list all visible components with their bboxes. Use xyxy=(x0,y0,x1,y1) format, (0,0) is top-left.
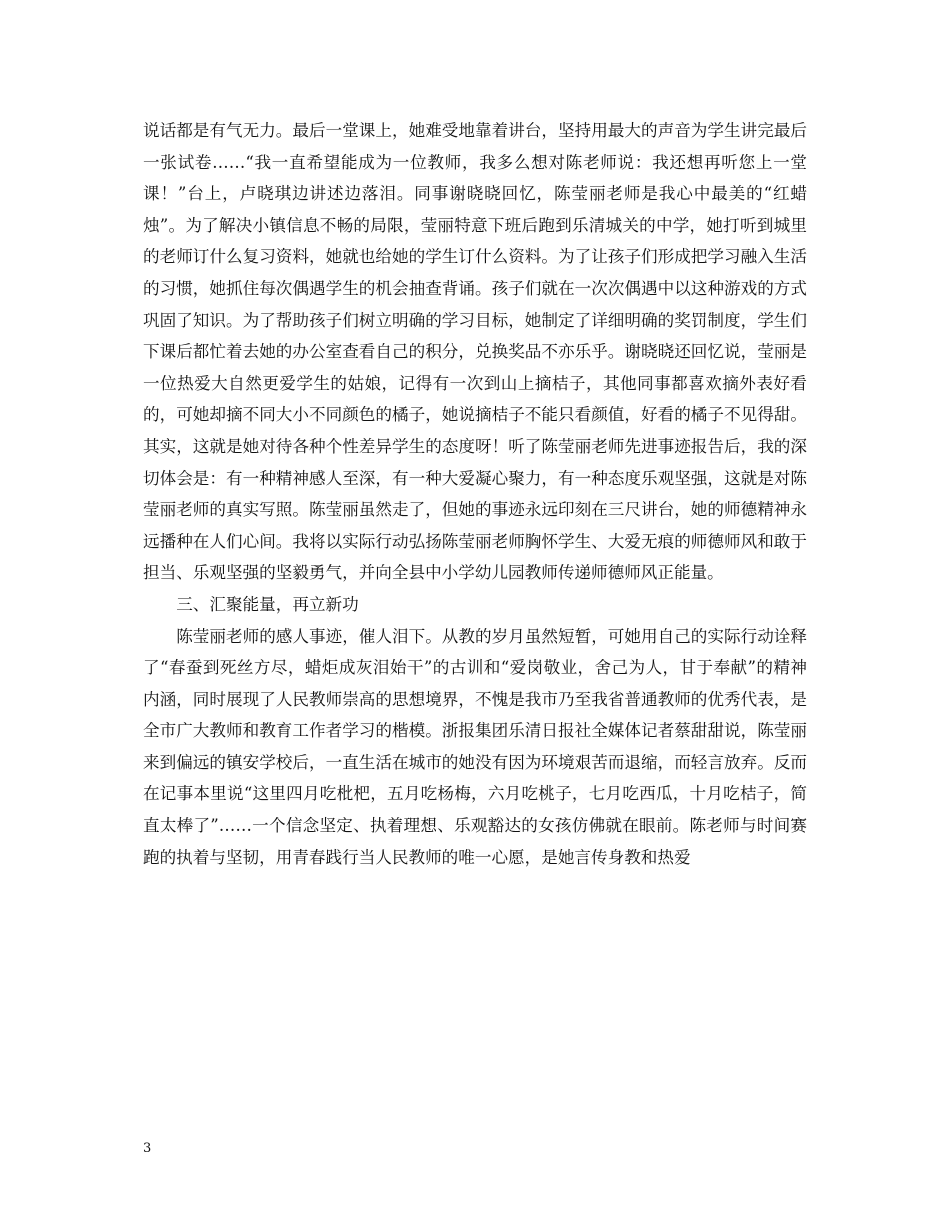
document-body xyxy=(143,115,807,873)
section-heading: 三、汇聚能量，再立新功 xyxy=(176,594,359,614)
paragraph-continued: 说话都是有气无力。最后一堂课上，她难受地靠着讲台，坚持用最大的声音为学生讲完最后一张试卷……“我一直希望能成为一位教师，我多么想对陈老师说：我还想再听您上一堂课！”台上，卢晓琪边讲述边落泪。同事谢晓晓回忆，陈莹丽老师是我心中最美的“红蜡烛”。为了解决小镇信息不畅的局限，莹丽特意下班后跑到乐清城关的中学，她打听到城里的老师订什么复习资料，她就也给她的学生订什么资料。为了让孩子们形成把学习融入生活的习惯，她抓住每次偶遇学生的机会抽查背诵。孩子们就在一次次偶遇中以这种游戏的方式巩固了知识。为了帮助孩子们树立明确的学习目标，她制定了详细明确的奖罚制度，学生们下课后都忙着去她的办公室查看自己的积分，兑换奖品不亦乐乎。谢晓晓还回忆说，莹丽是一位热爱大自然更爱学生的姑娘，记得有一次到山上摘桔子，其他同事都喜欢摘外表好看的，可她却摘不同大小不同颜色的橘子，她说摘桔子不能只看颜值，好看的橘子不见得甜。其实，这就是她对待各种个性差异学生的态度呀！听了陈莹丽老师先进事迹报告后，我的深切体会是：有一种精神感人至深，有一种大爱凝心聚力，有一种态度乐观坚强，这就是对陈莹丽老师的真实写照。陈莹丽虽然走了，但她的事迹永远印刻在三尺讲台，她的师德精神永远播种在人们心间。我将以实际行动弘扬陈莹丽老师胸怀学生、大爱无痕的师德师风和敢于担当、乐观坚强的坚毅勇气，并向全县中小学幼儿园教师传递师德师风正能量。 xyxy=(143,121,807,583)
paragraph: 陈莹丽老师的感人事迹，催人泪下。从教的岁月虽然短暂，可她用自己的实际行动诠释了“春蚕到死丝方尽，蜡炬成灰泪始干”的古训和“爱岗敬业，舍己为人，甘于奉献”的精神内涵，同时展现了人民教师崇高的思想境界，不愧是我市乃至我省普通教师的优秀代表，是全市广大教师和教育工作者学习的楷模。浙报集团乐清日报社全媒体记者蔡甜甜说，陈莹丽来到偏远的镇安学校后，一直生活在城市的她没有因为环境艰苦而退缩，而轻言放弃。反而在记事本里说“这里四月吃枇杷，五月吃杨梅，六月吃桃子，七月吃西瓜，十月吃桔子，简直太棒了”……一个信念坚定、执着理想、乐观豁达的女孩仿佛就在眼前。陈老师与时间赛跑的执着与坚韧，用青春践行当人民教师的唯一心愿，是她言传身教和热爱 xyxy=(143,626,807,867)
page-number: 3 xyxy=(143,1141,152,1156)
